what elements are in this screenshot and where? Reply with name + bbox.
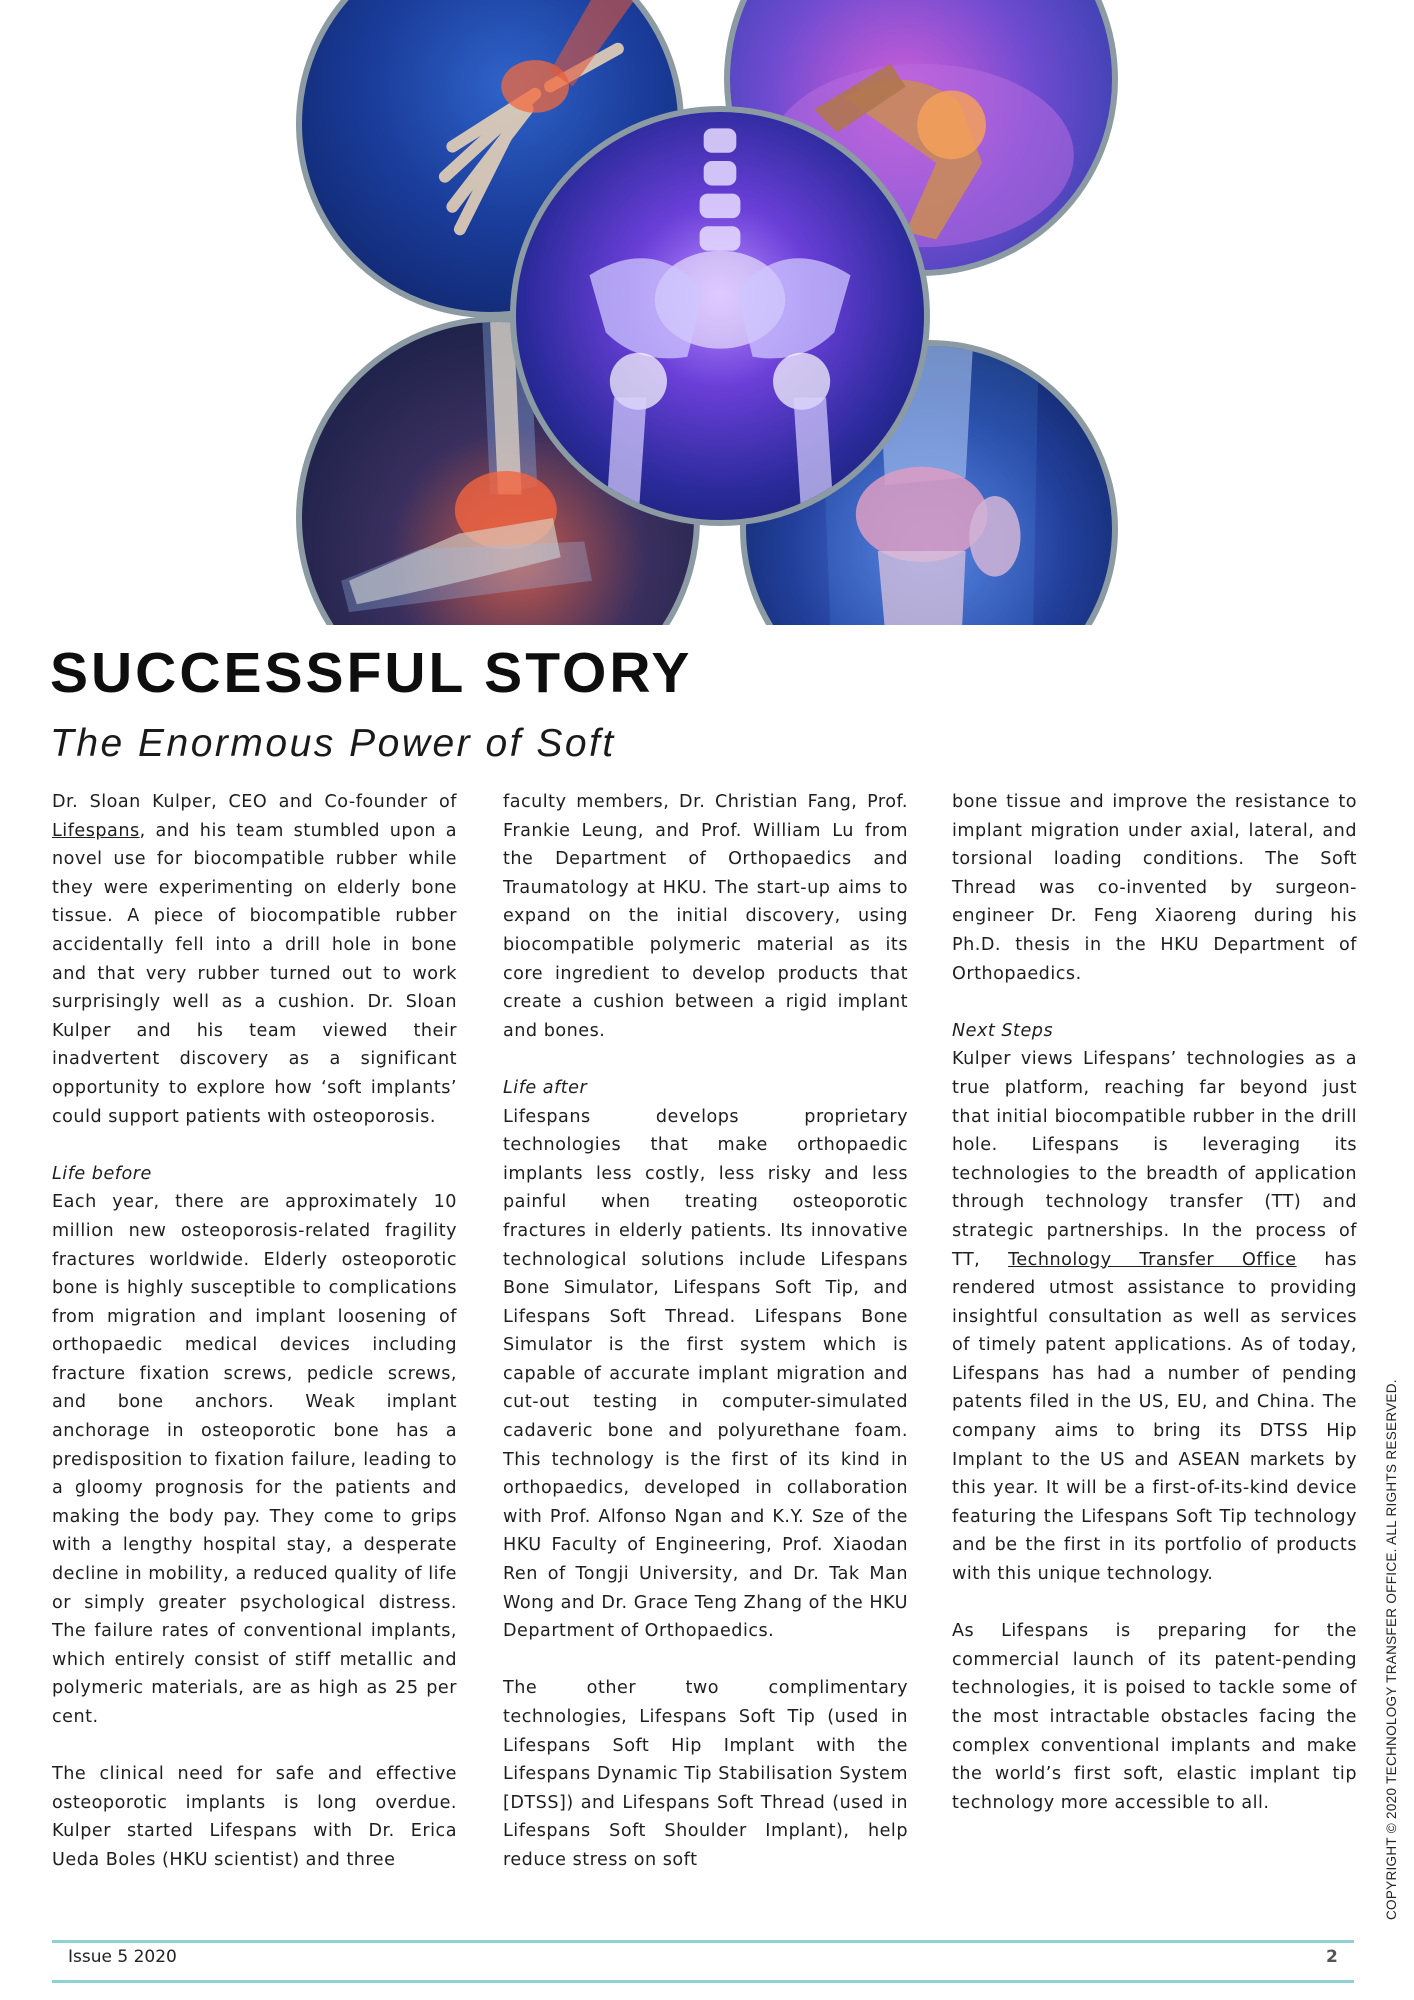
section-heading-life-before: Life before <box>52 1163 152 1184</box>
article-column-1 <box>52 788 457 1903</box>
copyright-notice: COPYRIGHT © 2020 TECHNOLOGY TRANSFER OFFICE. ALL RIGHTS RESERVED. <box>1384 1379 1399 1920</box>
text-run: , and his team stumbled upon a novel use for biocompatible rubber while they were experimenting on elderly bone tissue. A piece of biocompatible rubber accidentally fell into a drill hole in bone and that very rubber turned out to work surprisingly well as a cushion. Dr. Sloan Kulper and his team viewed their inadvertent discovery as a significant opportunity to explore how ‘soft implants’ could support patients with osteoporosis. <box>52 820 457 1127</box>
paragraph: bone tissue and improve the resistance to implant migration under axial, lateral, and torsional loading conditions. The Soft Thread was co-invented by surgeon-engineer Dr. Feng Xiaoreng during his Ph.D. thesis in the HKU Department of Orthopaedics. <box>952 792 1357 984</box>
text-run: Dr. Sloan Kulper, CEO and Co-founder of <box>52 792 457 812</box>
paragraph <box>503 1074 908 1646</box>
paragraph: faculty members, Dr. Christian Fang, Prof. Frankie Leung, and Prof. William Lu from the Department of Orthopaedics and Traumatology at HKU. The start-up aims to expand on the initial discovery, using biocompatible polymeric material as its core ingredient to develop products that create a cushion between a rigid implant and bones. <box>503 792 908 1041</box>
issue-label: Issue 5 2020 <box>68 1947 177 1967</box>
footer-rule-top <box>52 1940 1354 1943</box>
pelvis-spine-xray-image <box>510 106 930 526</box>
pelvis-spine-illustration <box>516 112 924 520</box>
article-column-3 <box>952 788 1357 1846</box>
paragraph <box>952 1017 1357 1589</box>
paragraph: As Lifespans is preparing for the commercial launch of its patent-pending technologies, it is poised to tackle some of the most intractable obstacles facing the complex conventional implants and make the world’s first soft, elastic implant tip technology more accessible to all. <box>952 1621 1357 1813</box>
page-number: 2 <box>1326 1947 1338 1967</box>
section-heading-life-after: Life after <box>503 1077 588 1098</box>
text-run: Kulper views Lifespans’ technologies as a true platform, reaching far beyond just that initial biocompatible rubber in the drill hole. Lifespans is leveraging its technologies to the breadth of application through technology transfer (TT) and strategic partnerships. In the process of TT, <box>952 1049 1357 1270</box>
hero-collage <box>0 0 1414 625</box>
paragraph <box>52 788 457 1131</box>
lifespans-link[interactable]: Lifespans <box>52 820 140 841</box>
page-title: SUCCESSFUL STORY <box>50 641 693 705</box>
paragraph: The other two complimentary technologies, Lifespans Soft Tip (used in Lifespans Soft Hip Implant with the Lifespans Dynamic Tip Stabilisation System [DTSS]) and Lifespans Soft Thread (used in Lifespans Soft Shoulder Implant), help reduce stress on soft <box>503 1678 908 1870</box>
technology-transfer-office-link[interactable]: Technology Transfer Office <box>1008 1249 1297 1270</box>
paragraph: The clinical need for safe and effective osteoporotic implants is long overdue. Kulper started Lifespans with Dr. Erica Ueda Boles (HKU scientist) and three <box>52 1764 457 1870</box>
text-run: has rendered utmost assistance to providing insightful consultation as well as services of timely patent applications. As of today, Lifespans has had a number of pending patents filed in the US, EU, and China. The company aims to bring its DTSS Hip Implant to the US and ASEAN markets by this year. It will be a first-of-its-kind device featuring the Lifespans Soft Tip technology and be the first in its portfolio of products with this unique technology. <box>952 1249 1357 1585</box>
paragraph <box>52 1160 457 1732</box>
article-subtitle: The Enormous Power of Soft <box>50 722 616 765</box>
footer-rule-bottom <box>52 1980 1354 1983</box>
article-column-2 <box>503 788 908 1903</box>
text-run: Each year, there are approximately 10 million new osteoporosis-related fragility fractures worldwide. Elderly osteoporotic bone is highly susceptible to complications from migration and implant loosening of orthopaedic medical devices including fracture fixation screws, pedicle screws, and bone anchors. Weak implant anchorage in osteoporotic bone has a predisposition to fixation failure, leading to a gloomy prognosis for the patients and making the body pay. They come to grips with a lengthy hospital stay, a desperate decline in mobility, a reduced quality of life or simply greater psychological distress. The failure rates of conventional implants, which entirely consist of stiff metallic and polymeric materials, are as high as 25 per cent. <box>52 1192 457 1727</box>
text-run: Lifespans develops proprietary technologies that make orthopaedic implants less costly, less risky and less painful when treating osteoporotic fractures in elderly patients. Its innovative technological solutions include Lifespans Bone Simulator, Lifespans Soft Tip, and Lifespans Soft Thread. Lifespans Bone Simulator is the first system which is capable of accurate implant migration and cut-out testing in computer-simulated cadaveric bone and polyurethane foam. This technology is the first of its kind in orthopaedics, developed in collaboration with Prof. Alfonso Ngan and K.Y. Sze of the HKU Faculty of Engineering, Prof. Xiaodan Ren of Tongji University, and Dr. Tak Man Wong and Dr. Grace Teng Zhang of the HKU Department of Orthopaedics. <box>503 1106 908 1642</box>
section-heading-next-steps: Next Steps <box>952 1020 1054 1041</box>
